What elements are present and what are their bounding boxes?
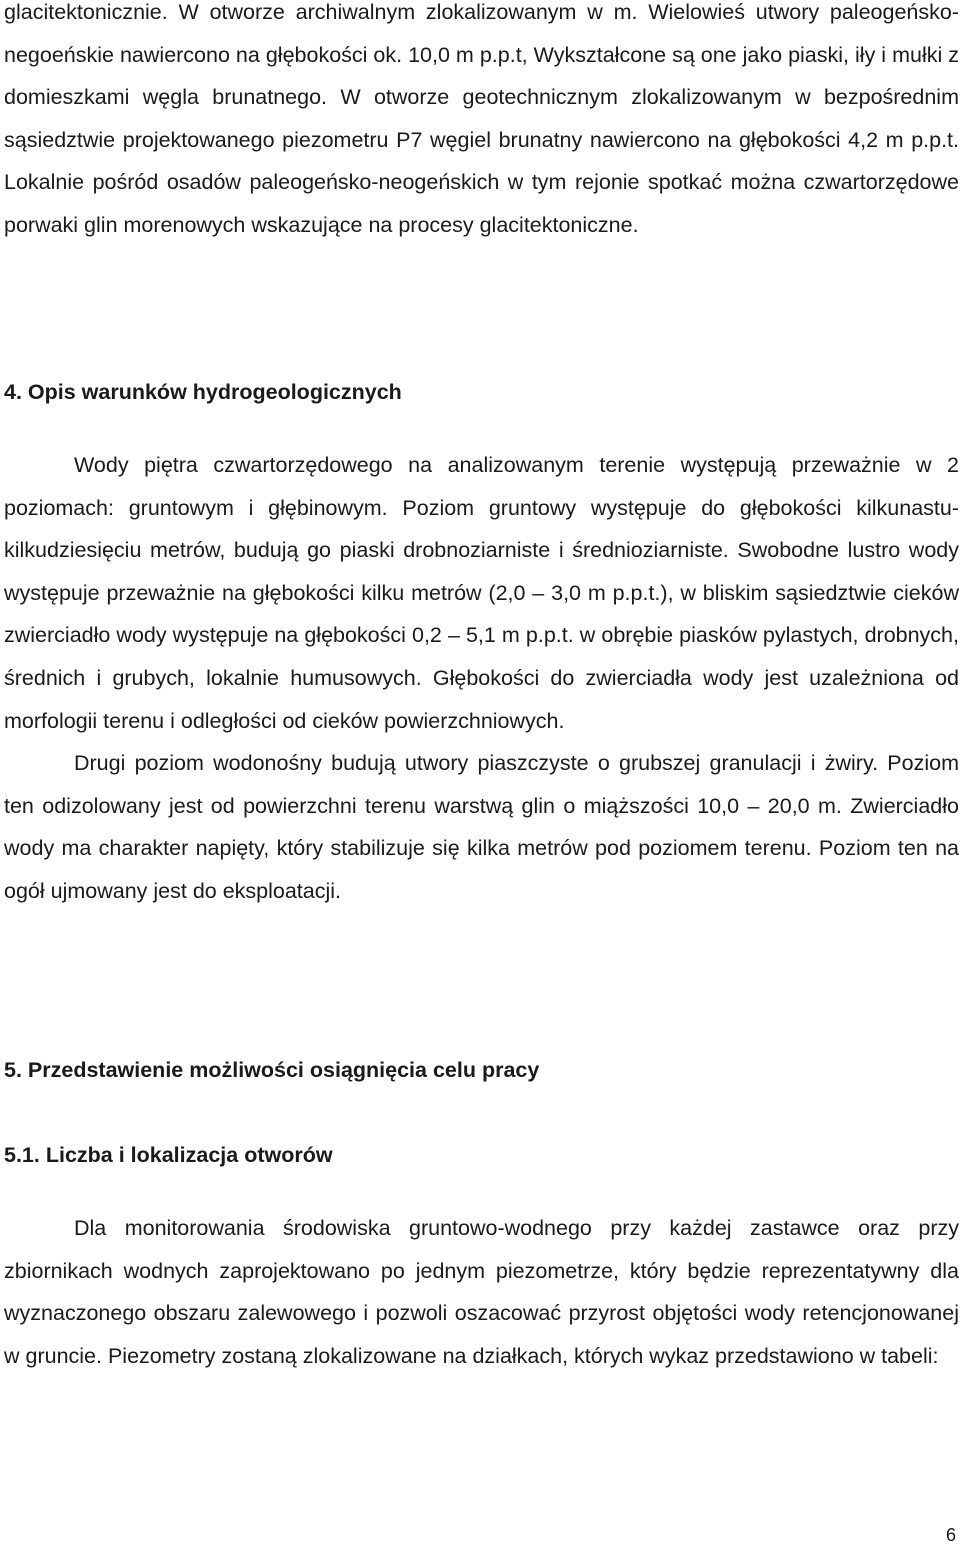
page-number: 6 bbox=[945, 1525, 956, 1545]
section-5-1-body bbox=[4, 1207, 959, 1377]
intro-paragraph: glacitektonicznie. W otworze archiwalnym zlokalizowanym w m. Wielowieś utwory paleogeńsko-negoeńskie nawiercono na głębokości ok. 10,0 m p.p.t, Wykształcone są one jako piaski, iły i mułki z domieszkami węgla brunatnego. W otworze geotechnicznym zlokalizowanym w bezpośrednim sąsiedztwie projektowanego piezometru P7 węgiel brunatny nawiercono na głębokości 4,2 m p.p.t. Lokalnie pośród osadów paleogeńsko-neogeńskich w tym rejonie spotkać można czwartorzędowe porwaki glin morenowych wskazujące na procesy glacitektoniczne. bbox=[4, 0, 959, 237]
section-5-heading: 5. Przedstawienie możliwości osiągnięcia celu pracy bbox=[4, 1058, 540, 1082]
intro-paragraph-block bbox=[4, 0, 959, 247]
section-4-paragraph-2: Drugi poziom wodonośny budują utwory piaszczyste o grubszej granulacji i żwiry. Poziom ten odizolowany jest od powierzchni terenu warstwą glin o miąższości 10,0 – 20,0 m. Zwierciadło wody ma charakter napięty, który stabilizuje się kilka metrów pod poziomem terenu. Poziom ten na ogół ujmowany jest do eksploatacji. bbox=[4, 751, 959, 903]
section-4-body bbox=[4, 444, 959, 913]
section-4-heading-block bbox=[4, 377, 959, 407]
section-4-paragraph-1: Wody piętra czwartorzędowego na analizowanym terenie występują przeważnie w 2 poziomach: gruntowym i głębinowym. Poziom gruntowy występuje do głębokości kilkunastu-kilkudziesięciu metrów, budują go piaski drobnoziarniste i średnioziarniste. Swobodne lustro wody występuje przeważnie na głębokości kilku metrów (2,0 – 3,0 m p.p.t.), w bliskim sąsiedztwie cieków zwierciadło wody występuje na głębokości 0,2 – 5,1 m p.p.t. w obrębie piasków pylastych, drobnych, średnich i grubych, lokalnie humusowych. Głębokości do zwierciadła wody jest uzależniona od morfologii terenu i odległości od cieków powierzchniowych. bbox=[4, 453, 959, 733]
section-4-heading: 4. Opis warunków hydrogeologicznych bbox=[4, 380, 402, 404]
section-5-1-heading: 5.1. Liczba i lokalizacja otworów bbox=[4, 1143, 333, 1167]
section-5-1-paragraph: Dla monitorowania środowiska gruntowo-wodnego przy każdej zastawce oraz przy zbiornikach wodnych zaprojektowano po jednym piezometrze, który będzie reprezentatywny dla wyznaczonego obszaru zalewowego i pozwoli oszacować przyrost objętości wody retencjonowanej w gruncie. Piezometry zostaną zlokalizowane na działkach, których wykaz przedstawiono w tabeli: bbox=[4, 1216, 959, 1368]
section-5-heading-block bbox=[4, 1055, 959, 1085]
section-5-1-heading-block bbox=[4, 1140, 959, 1170]
